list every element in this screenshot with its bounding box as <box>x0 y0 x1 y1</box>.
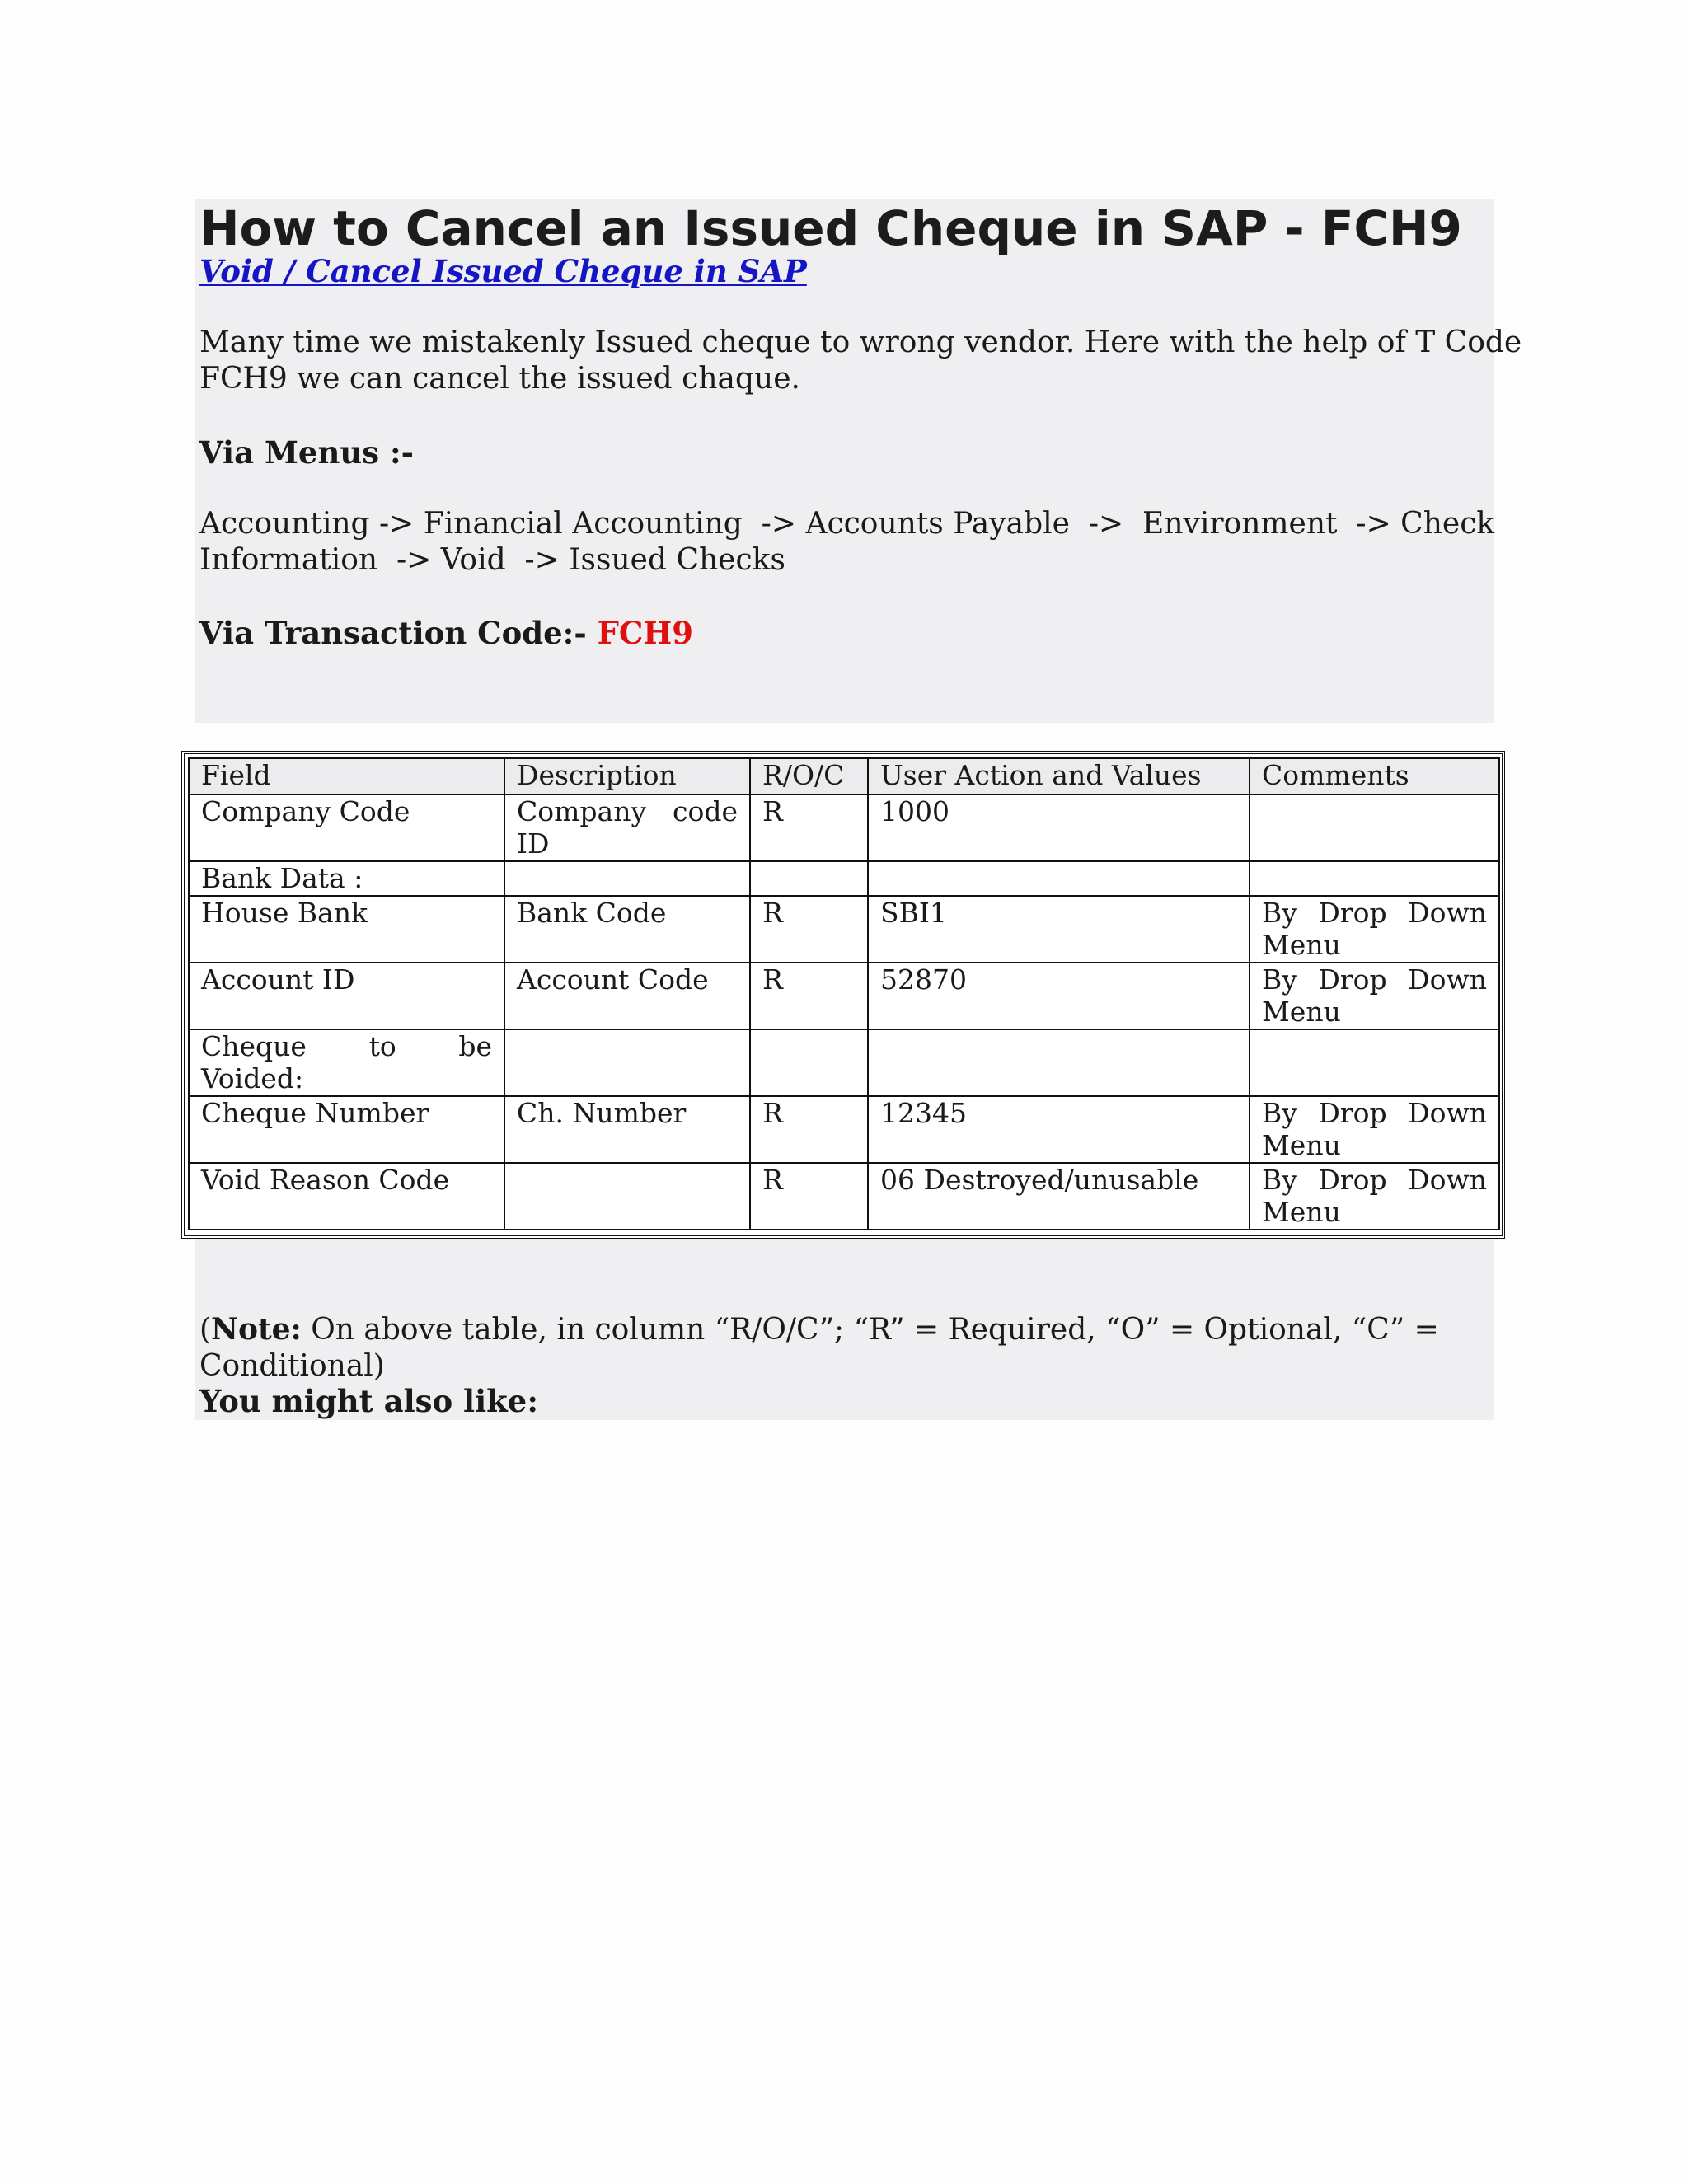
table-row <box>189 1096 1499 1163</box>
cell-description <box>504 1029 750 1096</box>
menu-path-line-1: Accounting -> Financial Accounting -> Accounts Payable -> Environment -> Check <box>199 507 1495 541</box>
cell-roc: R <box>750 1096 868 1163</box>
cell-roc: R <box>750 963 868 1029</box>
intro-line-2: FCH9 we can cancel the issued chaque. <box>199 362 800 396</box>
header-field: Field <box>189 758 504 794</box>
table-row <box>189 861 1499 896</box>
note-text-1: On above table, in column “R/O/C”; “R” = Required, “O” = Optional, “C” = <box>301 1313 1439 1347</box>
note-line-2: Conditional) <box>199 1349 385 1383</box>
header-user-action: User Action and Values <box>868 758 1250 794</box>
page-title: How to Cancel an Issued Cheque in SAP - FCH9 <box>199 200 1462 256</box>
table-row <box>189 1163 1499 1230</box>
cell-field: Void Reason Code <box>189 1163 504 1230</box>
cell-field: Account ID <box>189 963 504 1029</box>
also-like-heading: You might also like: <box>199 1383 538 1419</box>
cell-description: Account Code <box>504 963 750 1029</box>
cell-value: SBI1 <box>868 896 1250 963</box>
menu-path-line-2: Information -> Void -> Issued Checks <box>199 543 785 577</box>
intro-paragraph <box>199 325 1522 397</box>
subtitle-link[interactable]: Void / Cancel Issued Cheque in SAP <box>199 253 807 289</box>
note-label: Note: <box>211 1312 302 1347</box>
cell-description: Ch. Number <box>504 1096 750 1163</box>
cell-comments <box>1250 1029 1499 1096</box>
intro-line-1: Many time we mistakenly Issued cheque to wrong vendor. Here with the help of T Code <box>199 326 1522 359</box>
note-line-1 <box>199 1311 1439 1348</box>
via-tcode-label: Via Transaction Code:- <box>199 615 598 651</box>
via-tcode-heading <box>199 614 693 652</box>
header-roc: R/O/C <box>750 758 868 794</box>
table-row <box>189 896 1499 963</box>
cell-value: 52870 <box>868 963 1250 1029</box>
cell-value <box>868 1029 1250 1096</box>
cell-comments: By Drop Down Menu <box>1250 896 1499 963</box>
table-row <box>189 794 1499 861</box>
table-row <box>189 1029 1499 1096</box>
cell-roc: R <box>750 794 868 861</box>
table-header-row <box>189 758 1499 794</box>
cell-field: Bank Data : <box>189 861 504 896</box>
cell-roc <box>750 1029 868 1096</box>
cell-description <box>504 861 750 896</box>
table-row <box>189 963 1499 1029</box>
cell-description <box>504 1163 750 1230</box>
note-open-paren: ( <box>199 1313 212 1347</box>
cell-roc: R <box>750 1163 868 1230</box>
cell-value: 1000 <box>868 794 1250 861</box>
note-paragraph <box>199 1311 1439 1385</box>
tcode-value: FCH9 <box>597 615 693 651</box>
header-description: Description <box>504 758 750 794</box>
cell-comments <box>1250 794 1499 861</box>
cell-description: Company code ID <box>504 794 750 861</box>
cell-comments: By Drop Down Menu <box>1250 1163 1499 1230</box>
menu-path <box>199 506 1494 579</box>
cell-comments: By Drop Down Menu <box>1250 1096 1499 1163</box>
cell-field: House Bank <box>189 896 504 963</box>
cell-field: Cheque Number <box>189 1096 504 1163</box>
cell-comments <box>1250 861 1499 896</box>
via-menus-heading: Via Menus :- <box>199 434 414 471</box>
cell-roc <box>750 861 868 896</box>
cell-value: 06 Destroyed/unusable <box>868 1163 1250 1230</box>
cell-value <box>868 861 1250 896</box>
cell-comments: By Drop Down Menu <box>1250 963 1499 1029</box>
cell-field: Cheque to be Voided: <box>189 1029 504 1096</box>
header-comments: Comments <box>1250 758 1499 794</box>
cell-value: 12345 <box>868 1096 1250 1163</box>
field-table <box>188 757 1500 1230</box>
cell-field: Company Code <box>189 794 504 861</box>
field-table-frame <box>181 751 1505 1239</box>
cell-roc: R <box>750 896 868 963</box>
cell-description: Bank Code <box>504 896 750 963</box>
